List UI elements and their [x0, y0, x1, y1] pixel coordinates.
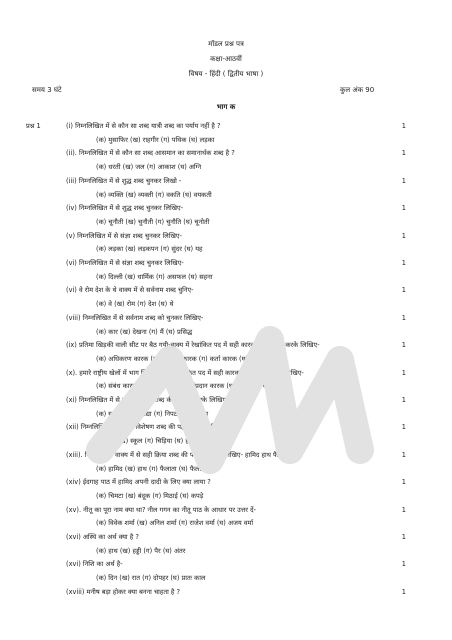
question-number: प्रश्न 1 [26, 122, 41, 130]
question-marks: 1 [401, 176, 406, 185]
subject-label: विषय - हिंदी ( द्वितीय भाषा ) [188, 70, 264, 78]
question-text: (xi) निम्नलिखित में से सही विशेषण शब्द की पहचान करके लिखिए- [66, 396, 229, 404]
question-text: (i) निम्नलिखित में से कौन सा शब्द यात्री शब्द का पर्याय नहीं है ? [66, 122, 221, 130]
answer-options: (क) हामिद (ख) हाथ (ग) फैलाता (घ) फैलाता है [96, 464, 213, 473]
question-text: (xiv) ईदगाह पाठ में हामिद अपनी दादी के लिए क्या लाया ? [66, 478, 211, 487]
paper-title: मॉडल प्रश्न पत्र [208, 40, 244, 48]
answer-options: (क) अधिकरण कारक (ख) संप्रदान कारक (ग) कर्ता कारक (घ) अपादान कारक [96, 354, 287, 363]
answer-options: (क) चिमटा (ख) बंदूक (ग) मिठाई (घ) कपड़े [96, 491, 204, 500]
answer-options: (क) हाथ (ख) हड्डी (ग) पैर (घ) अंतर [96, 546, 186, 555]
question-marks: 1 [401, 423, 406, 432]
question-marks: 1 [401, 505, 406, 514]
question-marks: 1 [401, 341, 406, 350]
question-marks: 1 [401, 149, 406, 158]
question-text: (xviii) मनीष बड़ा होकर क्या बनना चाहता है ? [66, 587, 181, 596]
answer-options: (क) दिल्ली (ख) धार्मिक (ग) असफल (घ) सहना [96, 272, 213, 281]
question-marks: 1 [401, 231, 406, 240]
question-text: (xii) निम्नलिखित में से सही विशेषण शब्द की पहचान करके लिखिए- [66, 423, 231, 432]
question-text: (vi) निम्नलिखित में से संज्ञा शब्द चुनकर लिखिए- [66, 259, 184, 267]
section-heading: भाग क [216, 103, 236, 111]
answer-options: (क) व्यक्ति (ख) व्यक्ती (ग) वकति (घ) वयकती [96, 190, 212, 199]
question-text: (xiii). निम्नलिखित वाक्य में से सही क्रिया शब्द की पहचान करके लिखिए- हामिद हाथ फैलाता है। [66, 450, 298, 459]
question-marks: 1 [401, 587, 406, 596]
answer-options: (क) सुरक्षित (ख) विद्या (ग) निपटाना (घ) काम [96, 409, 209, 418]
question-text: (xvi) निशि का अर्थ है- [66, 560, 123, 569]
answer-options: (क) विवेक शर्मा (ख) अनिल शर्मा (ग) राजेश वर्मा (घ) अजय वर्मा [96, 519, 254, 528]
question-text: (viii) निम्नलिखित में से सर्वनाम शब्द को चुनकर लिखिए- [66, 313, 204, 322]
question-marks: 1 [401, 368, 406, 377]
answer-options: (क) चूनौती (ख) चुनौती (ग) चुनौति (घ) चूनोती [96, 217, 210, 226]
question-text: (xvi) अस्थि का अर्थ क्या है ? [66, 533, 139, 541]
question-text: (xv). नीतू का पूरा नाम क्या था? नील गगन का नीतू पाठ के आधार पर उत्तर दें- [66, 505, 256, 514]
question-text: (vi) वे रोम देश के थे वाक्य में से सर्वनाम शब्द चुनिए- [66, 286, 194, 295]
time-label: समय 3 घंटे [32, 86, 62, 94]
question-text: (x). हमारे राष्ट्रीय खेलों में भाग लिया वाक्य में रेखांकित पद में सही कारक की पहचान करके लिखिए- [66, 368, 304, 377]
question-marks: 1 [401, 122, 406, 130]
answer-options: (क) मुसाफिर (ख) राहगीर (ग) पथिक (घ) लड़का [96, 135, 215, 144]
question-text: (ix) प्रतिमा खिड़की वाली सीट पर बैठ गयी-वाक्य में रेखांकित पद में सही कारक की पहचान करके लिखिए- [66, 341, 320, 350]
question-marks: 1 [401, 560, 406, 569]
question-marks: 1 [401, 450, 406, 459]
class-label: कक्षा-आठवीं [210, 55, 242, 63]
question-text: (iv) निम्नलिखित में से शुद्ध शब्द चुनकर लिखिए- [66, 204, 184, 213]
answer-options: (क) पेड़ (ख) स्कूल (ग) चिड़िया (घ) हरे भरे [96, 437, 201, 446]
total-marks: कुल अंक 90 [340, 86, 375, 94]
question-marks: 1 [401, 533, 406, 541]
answer-options: (क) लड़का (ख) लड़कपन (ग) सुंदर (घ) यह [96, 245, 203, 254]
question-text: (iii) निम्नलिखित में से शुद्ध शब्द चुनकर लिखो - [66, 176, 182, 185]
answer-options: (क) धरती (ख) जल (ग) आकाश (घ) अग्नि [96, 163, 202, 172]
answer-options: (क) दिन (ख) रात (ग) दोपहर (घ) प्रातः काल [96, 574, 206, 583]
question-marks: 1 [401, 478, 406, 487]
question-marks: 1 [401, 259, 406, 267]
question-marks: 1 [401, 396, 406, 404]
question-marks: 1 [401, 313, 406, 322]
question-text: (v) निम्नलिखित में से संज्ञा शब्द चुनकर लिखिए- [66, 231, 182, 240]
answer-options: (क) कार (ख) देखना (ग) मैं (घ) प्रसिद्ध [96, 327, 193, 336]
answer-options: (क) संबंध कारक (ख) कर्म कारक (ग) संप्रदान कारक (घ) अधिकरण कारक [96, 382, 278, 391]
question-text: (ii). निम्नलिखित में से कौन सा शब्द आसमान का समानार्थक शब्द है ? [66, 149, 235, 158]
question-marks: 1 [401, 204, 406, 213]
answer-options: (क) वे (ख) रोम (ग) देश (घ) थे [96, 300, 174, 309]
question-marks: 1 [401, 286, 406, 295]
